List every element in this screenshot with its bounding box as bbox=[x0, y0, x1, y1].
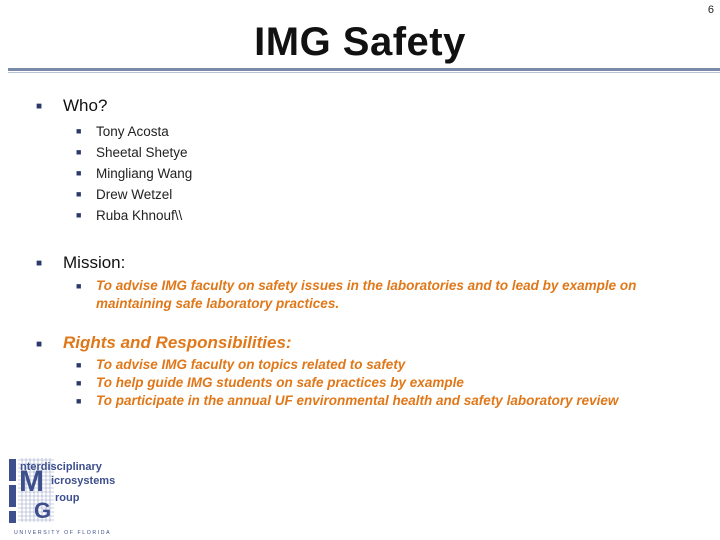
page-number: 6 bbox=[707, 4, 714, 16]
mission-text: To advise IMG faculty on safety issues in the laboratories and to lead by example on maintaining safe laboratory practices. bbox=[96, 278, 637, 311]
list-item bbox=[76, 121, 192, 142]
mission-list bbox=[76, 277, 676, 313]
who-list bbox=[76, 121, 192, 226]
square-bullet-icon: ■ bbox=[76, 396, 82, 406]
square-bullet-icon: ■ bbox=[76, 360, 82, 370]
slide-title: IMG Safety bbox=[254, 20, 466, 64]
rights-list bbox=[76, 356, 676, 410]
square-bullet-icon: ■ bbox=[76, 126, 82, 136]
square-bullet-icon: ■ bbox=[76, 147, 82, 157]
svg-text:G: G bbox=[34, 498, 52, 523]
list-item bbox=[76, 142, 192, 163]
list-item bbox=[76, 356, 676, 374]
who-heading: Who? bbox=[63, 96, 108, 115]
svg-text:M: M bbox=[19, 465, 44, 498]
mission-heading: Mission: bbox=[63, 253, 126, 272]
square-bullet-icon: ■ bbox=[76, 210, 82, 220]
rights-text: To participate in the annual UF environmental health and safety laboratory review bbox=[96, 393, 619, 408]
list-item bbox=[76, 392, 676, 410]
square-bullet-icon: ■ bbox=[76, 281, 82, 291]
member-name: Sheetal Shetye bbox=[96, 145, 188, 160]
list-item bbox=[76, 184, 192, 205]
list-item bbox=[76, 277, 676, 313]
member-name: Tony Acosta bbox=[96, 124, 169, 139]
title-divider-thin bbox=[8, 72, 720, 73]
member-name: Ruba Khnouf\\ bbox=[96, 208, 183, 223]
list-item bbox=[76, 205, 192, 226]
member-name: Drew Wetzel bbox=[96, 187, 173, 202]
square-bullet-icon: ■ bbox=[76, 189, 82, 199]
square-bullet-icon: ■ bbox=[76, 168, 82, 178]
list-item bbox=[76, 163, 192, 184]
rights-text: To help guide IMG students on safe practices by example bbox=[96, 375, 464, 390]
logo-line: roup bbox=[55, 492, 80, 504]
logo-line: icrosystems bbox=[51, 475, 116, 487]
logo-line: nterdisciplinary bbox=[20, 461, 102, 473]
rights-text: To advise IMG faculty on topics related to safety bbox=[96, 357, 406, 372]
square-bullet-icon: ■ bbox=[36, 101, 43, 112]
square-bullet-icon: ■ bbox=[36, 258, 43, 269]
square-bullet-icon: ■ bbox=[36, 339, 43, 350]
img-logo bbox=[6, 456, 136, 536]
list-item bbox=[76, 374, 676, 392]
rights-heading: Rights and Responsibilities: bbox=[63, 333, 292, 352]
logo-caption: UNIVERSITY OF FLORIDA bbox=[14, 530, 112, 536]
title-divider bbox=[8, 68, 720, 71]
member-name: Mingliang Wang bbox=[96, 166, 193, 181]
square-bullet-icon: ■ bbox=[76, 378, 82, 388]
